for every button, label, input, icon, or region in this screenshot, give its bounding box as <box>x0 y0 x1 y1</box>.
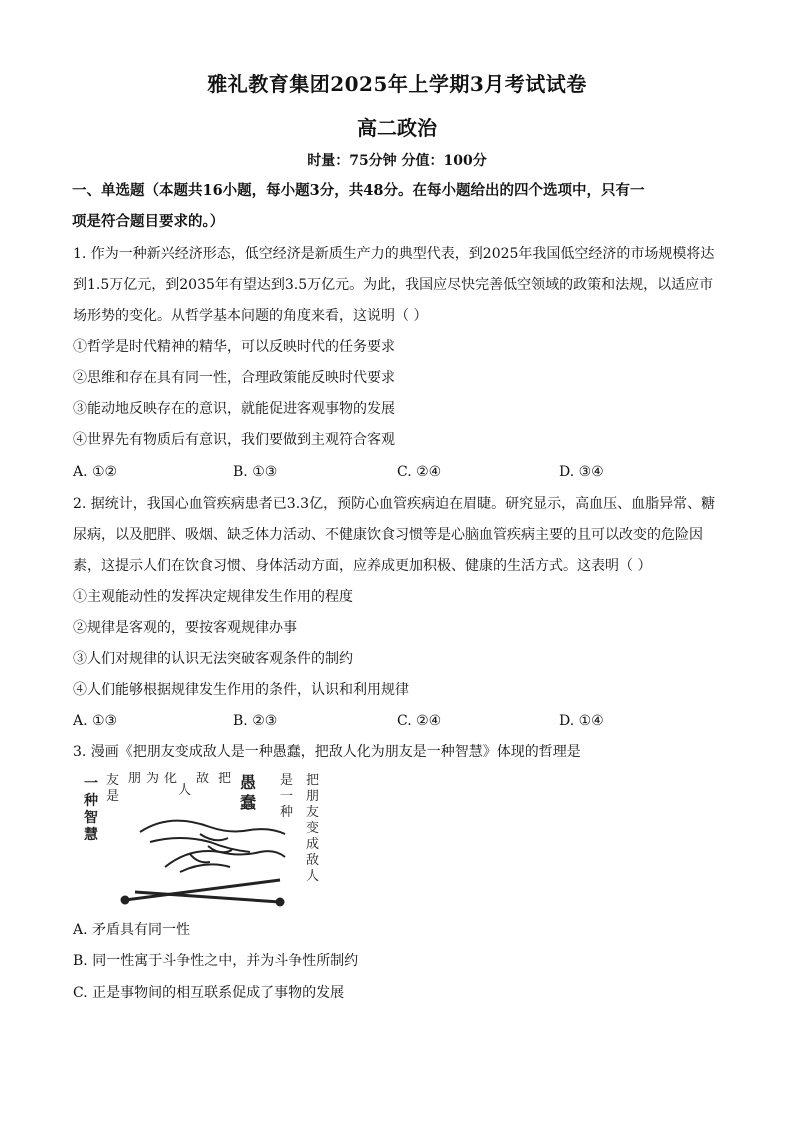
svg-text:是: 是 <box>106 789 120 804</box>
subject-title: 高二政治 <box>357 116 437 140</box>
cartoon-right-text <box>280 772 319 884</box>
handshake-cartoon-image <box>80 772 330 912</box>
q2-line: 素，这提示人们在饮食习惯、身体活动方面，应养成更加积极、健康的生活方式。这表明（ ） <box>73 558 652 574</box>
svg-text:为: 为 <box>146 772 160 786</box>
q1-option-d[interactable]: D. ③④ <box>559 464 604 480</box>
cartoon-text-mid: 愚 <box>240 773 257 792</box>
q1-statement: ③能动地反映存在的意识，就能促进客观事物的发展 <box>73 401 395 417</box>
q3-option-a[interactable]: A. 矛盾具有同一性 <box>73 922 191 938</box>
svg-text:把: 把 <box>306 773 320 788</box>
q1-line: 场形势的变化。从哲学基本问题的角度来看，这说明（ ） <box>73 308 428 324</box>
exam-title: 雅礼教育集团2025年上学期3月考试试卷 <box>207 72 587 96</box>
svg-text:一: 一 <box>280 789 294 804</box>
cartoon-left-char: 种 <box>84 793 98 809</box>
q1-line: 到1.5万亿元，到2035年有望达到3.5万亿元。为此，我国应尽快完善低空领域的政策和法规，以适应市 <box>73 277 714 293</box>
svg-text:敌: 敌 <box>196 772 210 786</box>
svg-text:友: 友 <box>106 773 120 788</box>
q2-line: 尿病，以及肥胖、吸烟、缺乏体力活动、不健康饮食习惯等是心脑血管疾病主要的且可以改变的危险因 <box>73 527 703 543</box>
cartoon-left-char: 智 <box>84 810 98 826</box>
q1-option-c[interactable]: C. ②④ <box>397 464 442 480</box>
handshake-drawing <box>140 821 285 872</box>
exam-meta: 时量：75分钟 分值：100分 <box>307 153 487 169</box>
q3-option-c[interactable]: C. 正是事物间的相互联系促成了事物的发展 <box>73 985 345 1001</box>
q2-statement: ③人们对规律的认识无法突破客观条件的制约 <box>73 651 353 667</box>
q2-line: 2. 据统计，我国心血管疾病患者已3.3亿，预防心血管疾病迫在眉睫。研究显示，高血压、血脂异常、糖 <box>73 496 716 512</box>
q2-statement: ②规律是客观的，要按客观规律办事 <box>73 620 297 636</box>
svg-text:化: 化 <box>164 772 178 786</box>
svg-text:敌: 敌 <box>306 853 320 868</box>
q2-option-b[interactable]: B. ②③ <box>233 713 278 729</box>
q3-option-b[interactable]: B. 同一性寓于斗争性之中，并为斗争性所制约 <box>73 953 359 969</box>
q2-option-a[interactable]: A. ①③ <box>73 713 118 729</box>
svg-text:种: 种 <box>280 805 294 820</box>
cartoon-left-char: 一 <box>84 776 98 792</box>
svg-text:把: 把 <box>218 772 232 786</box>
svg-text:友: 友 <box>306 805 320 820</box>
cartoon-left-char: 慧 <box>84 827 98 843</box>
q2-statement: ①主观能动性的发挥决定规律发生作用的程度 <box>73 589 353 605</box>
q2-statement: ④人们能够根据规律发生作用的条件，认识和利用规律 <box>73 682 409 698</box>
svg-text:人: 人 <box>178 783 192 798</box>
svg-text:朋: 朋 <box>306 789 320 804</box>
q1-option-a[interactable]: A. ①② <box>73 464 118 480</box>
svg-text:变: 变 <box>306 821 320 836</box>
q2-option-c[interactable]: C. ②④ <box>397 713 442 729</box>
q1-statement: ①哲学是时代精神的精华，可以反映时代的任务要求 <box>73 339 395 355</box>
svg-text:人: 人 <box>306 869 320 884</box>
q1-statement: ②思维和存在具有同一性，合理政策能反映时代要求 <box>73 370 395 386</box>
section-heading-line2: 项是符合题目要求的。） <box>72 213 225 230</box>
cartoon-top-text <box>106 772 231 804</box>
svg-text:朋: 朋 <box>128 772 142 786</box>
section-heading-line1: 一、单选题（本题共16小题，每小题3分，共48分。在每小题给出的四个选项中，只有一 <box>72 182 645 199</box>
svg-text:成: 成 <box>306 837 320 852</box>
svg-text:蠢: 蠢 <box>240 793 257 812</box>
svg-text:是: 是 <box>280 773 294 788</box>
q1-option-b[interactable]: B. ①③ <box>233 464 278 480</box>
q3-stem: 3. 漫画《把朋友变成敌人是一种愚蠢，把敌人化为朋友是一种智慧》体现的哲理是 <box>73 744 581 760</box>
q1-line: 1. 作为一种新兴经济形态，低空经济是新质生产力的典型代表，到2025年我国低空经济的市场规模将达 <box>73 246 715 262</box>
sword-drawing <box>122 880 283 905</box>
q1-statement: ④世界先有物质后有意识，我们要做到主观符合客观 <box>73 432 395 448</box>
q2-option-d[interactable]: D. ①④ <box>559 713 604 729</box>
